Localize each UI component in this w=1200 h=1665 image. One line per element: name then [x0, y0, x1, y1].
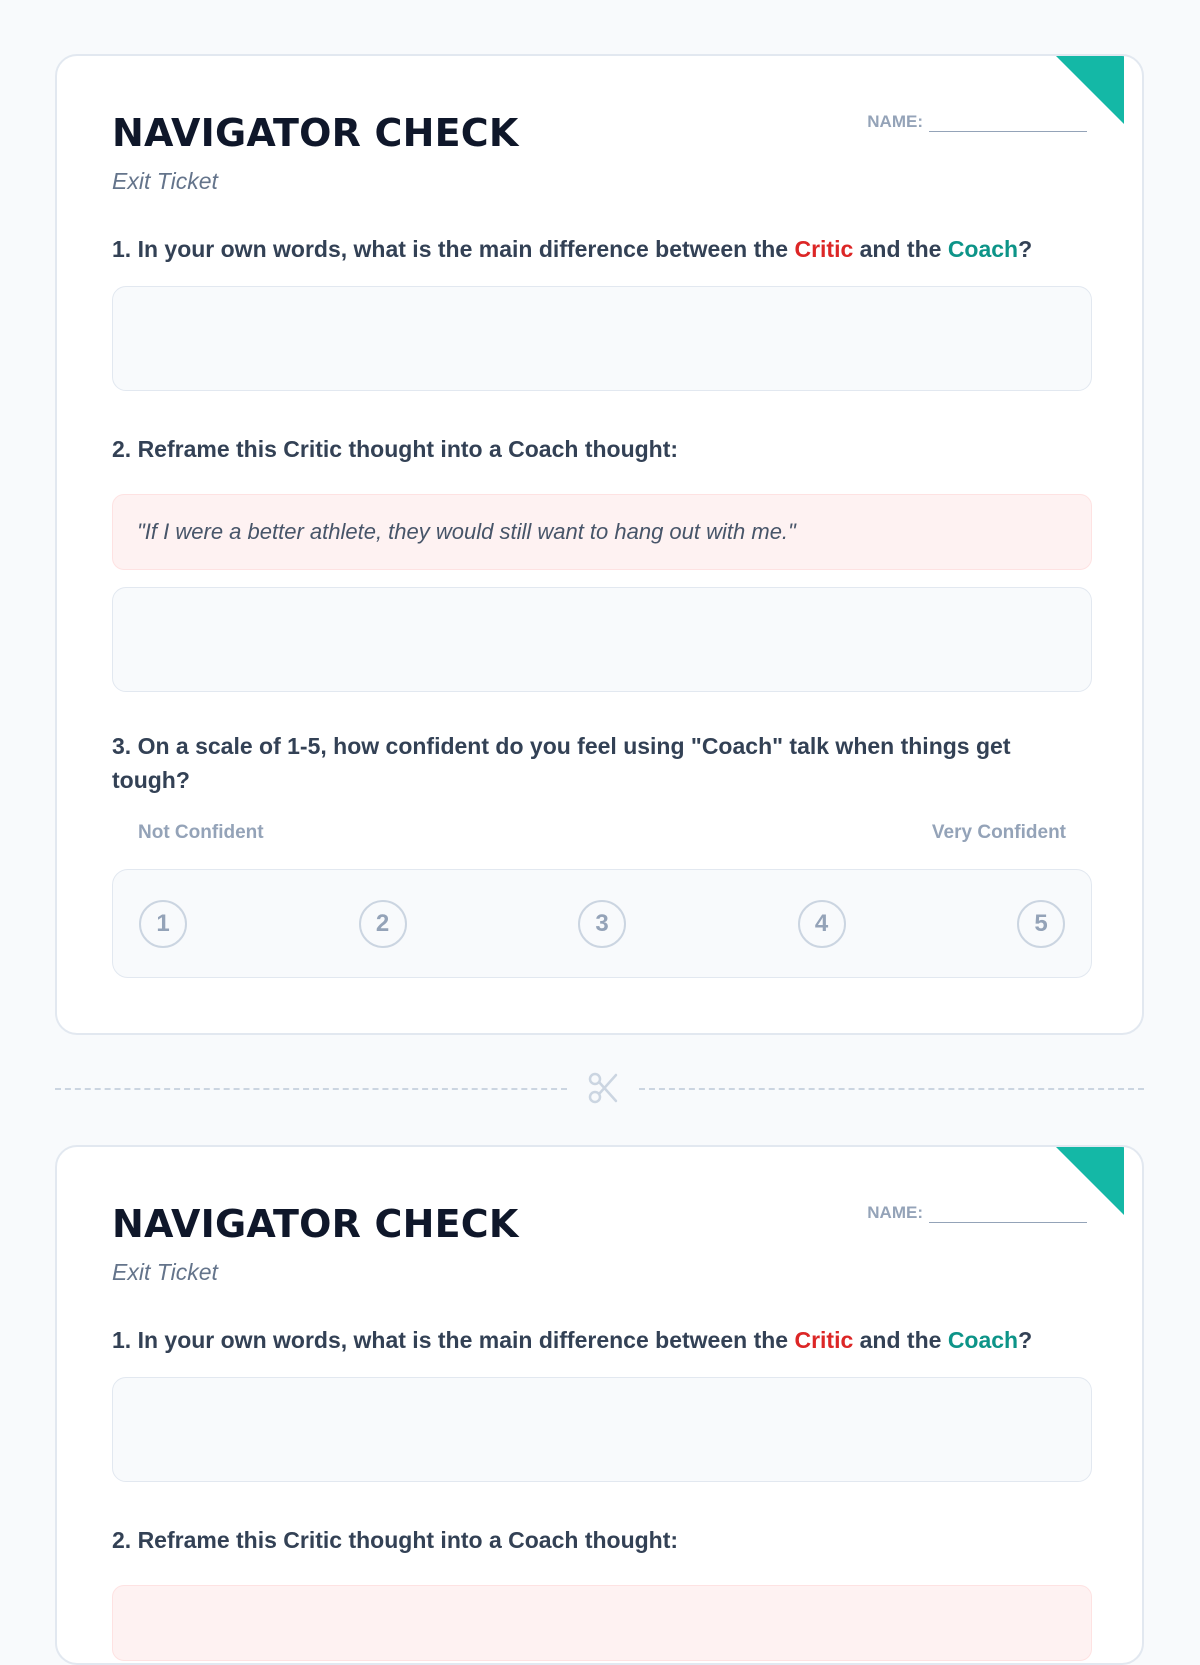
question-1-suffix: ? — [1018, 1327, 1033, 1353]
page-subtitle: Exit Ticket — [112, 1259, 218, 1285]
name-label: NAME: — [867, 112, 923, 131]
question-2: 2. Reframe this Critic thought into a Coach thought: — [112, 436, 679, 462]
coach-term: Coach — [947, 1327, 1019, 1353]
critic-quote — [112, 1585, 1092, 1661]
name-line[interactable] — [929, 1208, 1087, 1223]
scale-option-4[interactable]: 4 — [798, 900, 846, 948]
question-1 — [112, 232, 1092, 266]
question-2: 2. Reframe this Critic thought into a Coach thought: — [112, 1527, 679, 1553]
scale-low-label: Not Confident — [138, 822, 264, 843]
answer-box-2[interactable] — [112, 587, 1092, 692]
question-1-prefix: 1. In your own words, what is the main difference between the — [112, 1327, 795, 1353]
name-line[interactable] — [929, 117, 1087, 132]
scale-high-label: Very Confident — [931, 822, 1066, 843]
answer-box-1[interactable] — [112, 286, 1092, 391]
question-1-middle: and the — [853, 1327, 948, 1353]
exit-ticket-2 — [55, 1145, 1144, 1665]
question-3: 3. On a scale of 1-5, how confident do you feel using "Coach" talk when things get tough? — [112, 733, 1011, 793]
cut-dash-left — [55, 1088, 567, 1090]
confidence-scale — [112, 869, 1092, 978]
name-label: NAME: — [867, 1203, 923, 1222]
name-field[interactable] — [867, 1203, 1087, 1223]
exit-ticket-1 — [55, 54, 1144, 1035]
cut-line — [55, 1088, 1144, 1090]
critic-quote: "If I were a better athlete, they would still want to hang out with me." — [112, 494, 1092, 570]
page-title: NAVIGATOR CHECK — [112, 111, 519, 155]
page-title: NAVIGATOR CHECK — [112, 1202, 519, 1246]
scissors-icon — [583, 1068, 623, 1108]
answer-box-1[interactable] — [112, 1377, 1092, 1482]
scale-option-3[interactable]: 3 — [578, 900, 626, 948]
critic-term: Critic — [794, 236, 854, 262]
scale-labels — [112, 822, 1092, 844]
cut-dash-right — [639, 1088, 1144, 1090]
name-field[interactable] — [867, 112, 1087, 132]
scale-option-5[interactable]: 5 — [1017, 900, 1065, 948]
critic-term: Critic — [794, 1327, 854, 1353]
question-1-middle: and the — [853, 236, 948, 262]
page-subtitle: Exit Ticket — [112, 168, 218, 194]
scale-option-1[interactable]: 1 — [139, 900, 187, 948]
coach-term: Coach — [947, 236, 1019, 262]
question-1-prefix: 1. In your own words, what is the main difference between the — [112, 236, 795, 262]
question-1-suffix: ? — [1018, 236, 1033, 262]
scale-option-2[interactable]: 2 — [359, 900, 407, 948]
question-1 — [112, 1323, 1092, 1357]
